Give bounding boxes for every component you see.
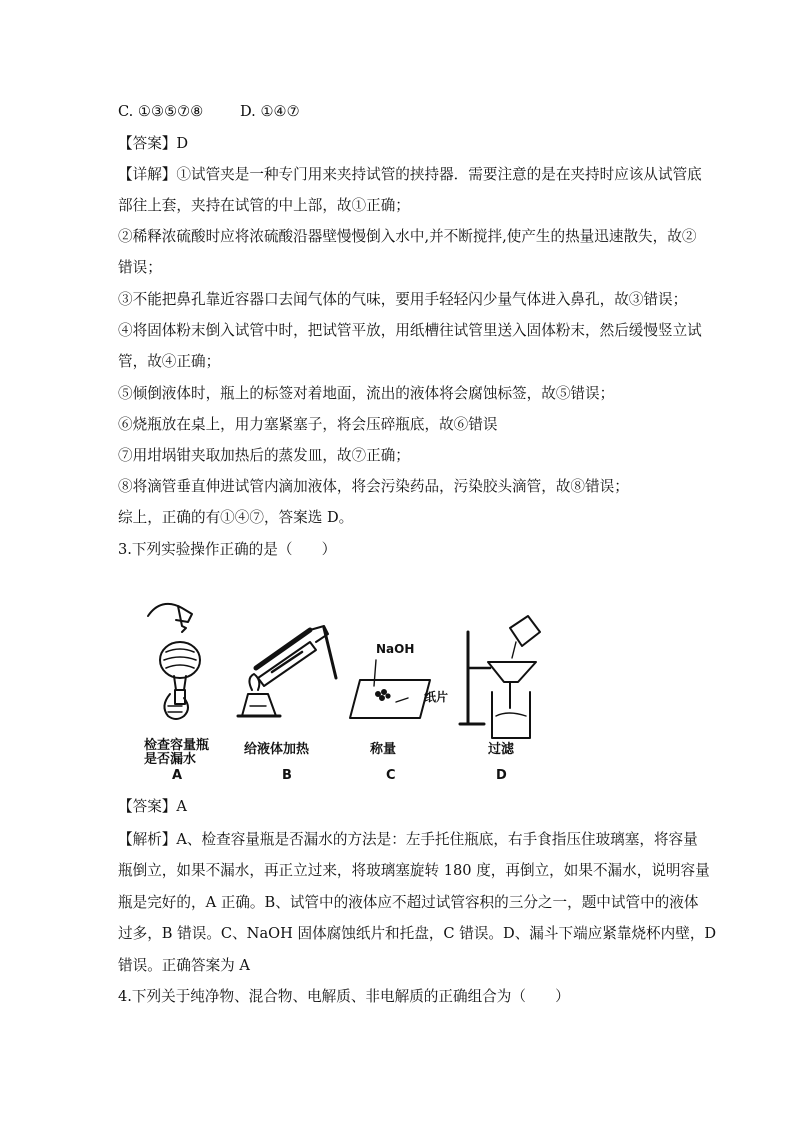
q3-analysis-line: 【解析】A、检查容量瓶是否漏水的方法是：左手托住瓶底，右手食指压住玻璃塞，将容量	[118, 831, 698, 848]
figure-c-letter: C	[386, 768, 396, 783]
q2-detail-line: 错误；	[118, 259, 162, 276]
q3-question: 3.下列实验操作正确的是（ ）	[118, 541, 337, 558]
q2-answer: 【答案】D	[118, 135, 189, 152]
q3-analysis-line: 瓶是完好的，A 正确。B、试管中的液体应不超过试管容积的三分之一，题中试管中的液体	[118, 894, 699, 911]
q2-detail-line: ⑤倾倒液体时，瓶上的标签对着地面，流出的液体将会腐蚀标签，故⑤错误；	[118, 385, 615, 402]
q2-conclusion: 综上，正确的有①④⑦，答案选 D。	[118, 509, 354, 526]
q3-figure	[138, 598, 558, 788]
q3-analysis-line: 过多，B 错误。C、NaOH 固体腐蚀纸片和托盘，C 错误。D、漏斗下端应紧靠烧杯内壁，D	[118, 925, 717, 942]
figure-d-caption: 过滤	[488, 742, 515, 757]
volumetric-flask-icon	[148, 604, 200, 719]
option-d: D. ①④⑦	[240, 103, 300, 120]
option-c: C. ①③⑤⑦⑧	[118, 103, 204, 120]
test-tube-heating-icon	[238, 626, 336, 716]
q3-analysis-line: 瓶倒立，如果不漏水，再正立过来，将玻璃塞旋转 180 度，再倒立，如果不漏水，说明容量	[118, 862, 710, 879]
filtration-icon	[460, 616, 540, 738]
q4-question: 4.下列关于纯净物、混合物、电解质、非电解质的正确组合为（ ）	[118, 988, 570, 1005]
q2-detail-line: 部往上套，夹持在试管的中上部，故①正确；	[118, 197, 410, 214]
q2-detail-line: 【详解】①试管夹是一种专门用来夹持试管的挟持器．需要注意的是在夹持时应该从试管底	[118, 166, 702, 183]
q2-detail-line: ⑦用坩埚钳夹取加热后的蒸发皿，故⑦正确；	[118, 447, 410, 464]
figure-b-letter: B	[282, 768, 292, 783]
q2-detail-line: ⑧将滴管垂直伸进试管内滴加液体，将会污染药品，污染胶头滴管，故⑧错误；	[118, 478, 629, 495]
figure-c-caption: 称量	[370, 742, 397, 757]
q3-analysis-line: 错误。正确答案为 A	[118, 957, 250, 974]
figure-b-caption: 给液体加热	[244, 742, 310, 757]
q2-detail-line: ③不能把鼻孔靠近容器口去闻气体的气味，要用手轻轻闪少量气体进入鼻孔，故③错误；	[118, 291, 688, 308]
q2-detail-line: ②稀释浓硫酸时应将浓硫酸沿器壁慢慢倒入水中,并不断搅拌,使产生的热量迅速散失，故②	[118, 228, 697, 245]
figure-a-caption: 检查容量瓶	[144, 738, 210, 753]
q2-detail-line: ⑥烧瓶放在桌上，用力塞紧塞子，将会压碎瓶底，故⑥错误	[118, 416, 498, 433]
q3-answer: 【答案】A	[118, 798, 187, 815]
weighing-naoh-icon	[350, 660, 430, 718]
figure-d-letter: D	[496, 768, 507, 783]
q2-detail-line: 管，故④正确；	[118, 353, 221, 370]
figure-a-caption: 是否漏水	[144, 752, 197, 767]
figure-a-letter: A	[172, 768, 183, 783]
paper-label: 纸片	[424, 690, 449, 704]
lab-apparatus-illustration	[138, 598, 558, 788]
naoh-label: NaOH	[376, 642, 415, 656]
q2-detail-line: ④将固体粉末倒入试管中时，把试管平放，用纸槽往试管里送入固体粉末，然后缓慢竖立试	[118, 322, 702, 339]
